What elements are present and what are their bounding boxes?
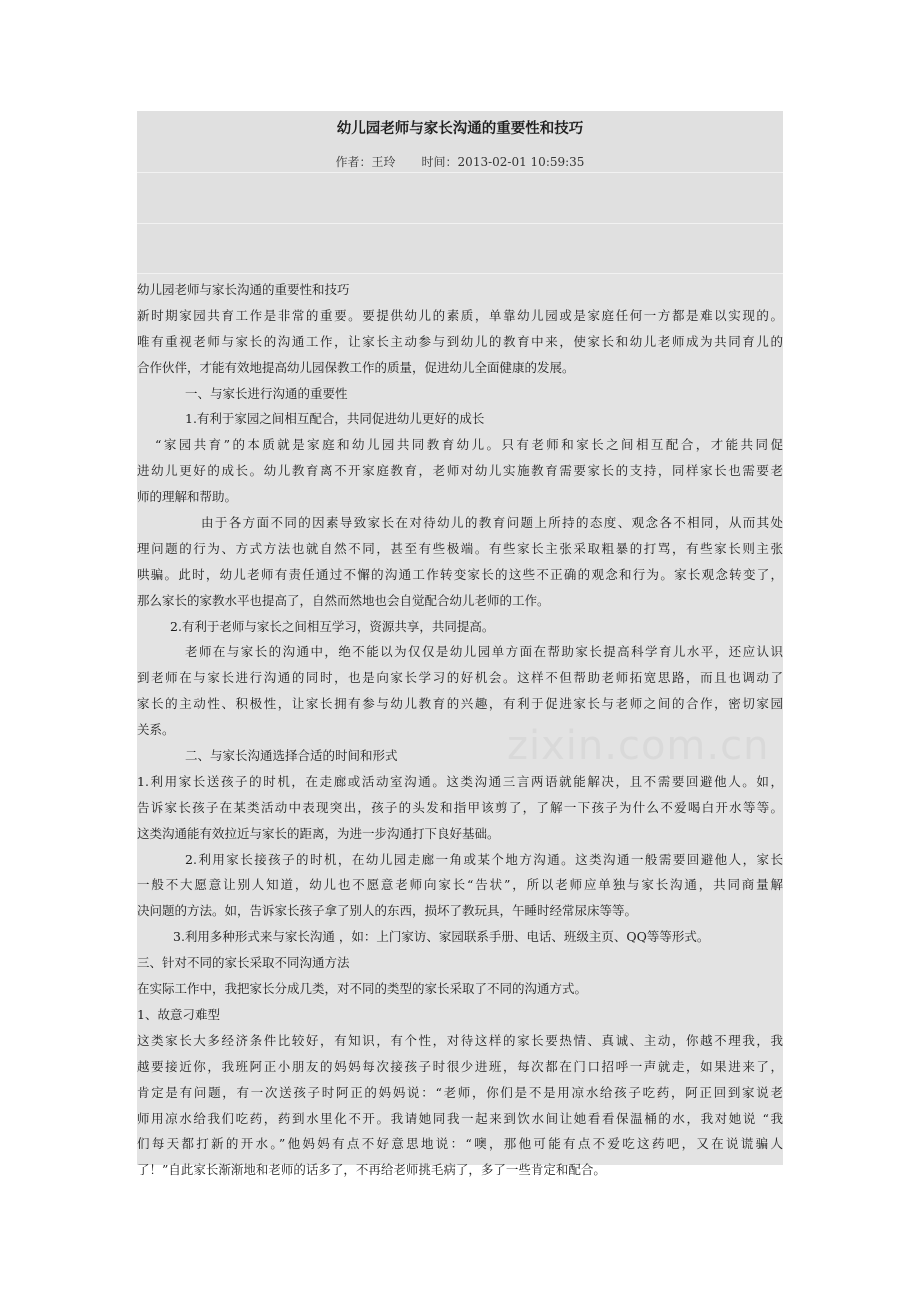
article-meta xyxy=(137,151,783,173)
article-body xyxy=(137,277,783,1183)
text-line: 了！”自此家长渐渐地和老师的话多了，不再给老师挑毛病了，多了一些肯定和配合。 xyxy=(137,1162,606,1178)
text-line: 2.利用家长接孩子的时机，在幼儿园走廊一角或某个地方沟通。这类沟通一般需要回避他人，家长 xyxy=(185,851,783,867)
body-heading: 幼儿园老师与家长沟通的重要性和技巧 xyxy=(137,282,350,297)
article-header xyxy=(137,111,783,274)
divider xyxy=(137,273,783,274)
watermark: zixin.com.cn xyxy=(507,723,770,769)
section-heading: 一、与家长进行沟通的重要性 xyxy=(185,385,348,401)
text-line: 这类沟通能有效拉近与家长的距离，为进一步沟通打下良好基础。 xyxy=(137,825,500,841)
text-line: 1.利用家长送孩子的时机，在走廊或活动室沟通。这类沟通三言两语就能解决，且不需要回避他人。如， xyxy=(137,773,783,789)
article-author: 作者：王玲 xyxy=(335,155,396,169)
text-line: 家长的主动性、积极性，让家长拥有参与幼儿教育的兴趣，有利于促进家长与老师之间的合作，密切家园 xyxy=(137,696,783,712)
text-line: 到老师在与家长进行沟通的同时，也是向家长学习的好机会。这样不但帮助老师拓宽思路，而且也调动了 xyxy=(137,670,783,686)
document-page xyxy=(137,111,783,1178)
text-line: 一般不大愿意让别人知道，幼儿也不愿意老师向家长“告状”，所以老师应单独与家长沟通，共同商量解 xyxy=(137,877,783,893)
text-line: 决问题的方法。如，告诉家长孩子拿了别人的东西，损坏了教玩具，午睡时经常尿床等等。 xyxy=(137,903,638,919)
divider xyxy=(137,172,783,173)
text-line: 告诉家长孩子在某类活动中表现突出，孩子的头发和指甲该剪了，了解一下孩子为什么不爱喝白开水等等。 xyxy=(137,799,783,815)
text-line: 哄骗。此时，幼儿老师有责任通过不懈的沟通工作转变家长的这些不正确的观念和行为。家长观念转变了， xyxy=(137,566,783,582)
text-line: 合作伙伴，才能有效地提高幼儿园保教工作的质量，促进幼儿全面健康的发展。 xyxy=(137,359,575,375)
text-line: 师的理解和帮助。 xyxy=(137,489,238,505)
section-heading: 三、针对不同的家长采取不同沟通方法 xyxy=(137,955,350,971)
section-heading: 二、与家长沟通选择合适的时间和形式 xyxy=(185,748,398,764)
text-line: “家园共育”的本质就是家庭和幼儿园共同教育幼儿。只有老师和家长之间相互配合，才能共同促 xyxy=(155,437,783,453)
divider xyxy=(137,223,783,224)
subsection-heading: 1、故意刁难型 xyxy=(137,1006,220,1022)
text-line: 这类家长大多经济条件比较好，有知识，有个性，对待这样的家长要热情、真诚、主动，你越不理我，我 xyxy=(137,1032,783,1048)
text-line: 肯定是有问题，有一次送孩子时阿正的妈妈说：“老师，你们是不是用凉水给孩子吃药，阿正回到家说老 xyxy=(137,1084,783,1100)
text-line: 那么家长的家教水平也提高了，自然而然地也会自觉配合幼儿老师的工作。 xyxy=(137,592,550,608)
text-line: 在实际工作中，我把家长分成几类，对不同的类型的家长采取了不同的沟通方式。 xyxy=(137,981,588,997)
text-line: 由于各方面不同的因素导致家长在对待幼儿的教育问题上所持的态度、观念各不相同，从而其处 xyxy=(201,515,783,531)
text-line: 师用凉水给我们吃药，药到水里化不开。我请她同我一起来到饮水间让她看看保温桶的水，我对她说 “我 xyxy=(137,1110,783,1126)
subsection-heading: 2.有利于老师与家长之间相互学习，资源共享，共同提高。 xyxy=(170,618,495,634)
text-line: 进幼儿更好的成长。幼儿教育离不开家庭教育，老师对幼儿实施教育需要家长的支持，同样家长也需要老 xyxy=(137,463,783,479)
text-line: 们每天都打新的开水。”他妈妈有点不好意思地说：“噢，那他可能有点不爱吃这药吧，又在说谎骗人 xyxy=(137,1136,783,1152)
text-line: 3.利用多种形式来与家长沟通 ，如：上门家访、家园联系手册、电话、班级主页、QQ等等形式。 xyxy=(173,929,710,945)
article-title: 幼儿园老师与家长沟通的重要性和技巧 xyxy=(336,120,584,137)
text-line: 越要接近你，我班阿正小朋友的妈妈每次接孩子时很少进班，每次都在门口招呼一声就走，如果进来了， xyxy=(137,1058,783,1074)
text-line: 唯有重视老师与家长的沟通工作，让家长主动参与到幼儿的教育中来，使家长和幼儿老师成为共同育儿的 xyxy=(137,333,783,349)
text-line: 理问题的行为、方式方法也就自然不同，甚至有些极端。有些家长主张采取粗暴的打骂，有些家长则主张 xyxy=(137,540,783,556)
text-line: 新时期家园共育工作是非常的重要。要提供幼儿的素质，单靠幼儿园或是家庭任何一方都是难以实现的。 xyxy=(137,307,783,323)
text-line: 关系。 xyxy=(137,722,175,738)
article-time: 时间：2013-02-01 10:59:35 xyxy=(421,155,585,169)
text-line: 老师在与家长的沟通中，绝不能以为仅仅是幼儿园单方面在帮助家长提高科学育儿水平，还应认识 xyxy=(185,644,783,660)
subsection-heading: 1.有利于家园之间相互配合，共同促进幼儿更好的成长 xyxy=(185,411,485,427)
